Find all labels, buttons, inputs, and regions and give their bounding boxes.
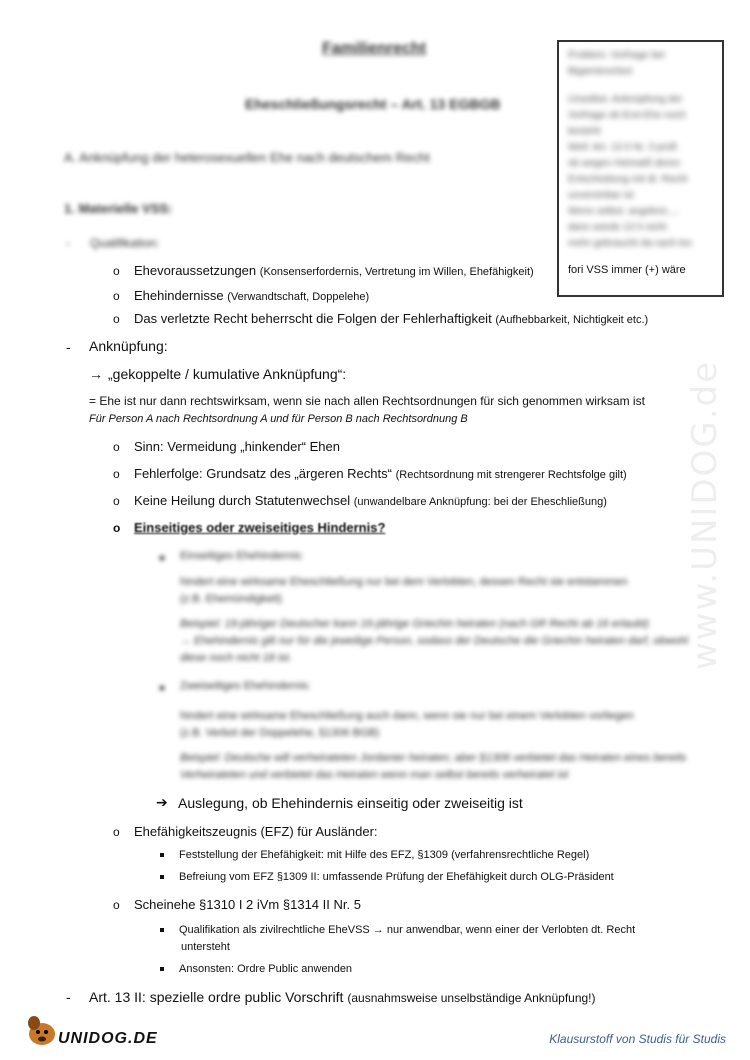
bullet-circle: o	[113, 467, 120, 481]
einseitig-text: (z.B. Ehemündigkeit)	[180, 593, 283, 605]
scheinehe-item: Qualifikation als zivilrechtliche EheVSS → nur anwendbar, wenn einer der Verlobten dt. Recht	[179, 924, 636, 936]
qualifikation-label: - Qualifikation:	[66, 236, 160, 250]
ank-item: Fehlerfolge: Grundsatz des „ärgeren Rechts“ (Rechtsordnung mit strengerer Rechtsfolge gilt)	[134, 466, 627, 481]
page-title: Familienrecht	[322, 40, 427, 57]
note-line: unvereinbar ist	[568, 190, 634, 201]
einseitig-example: → Ehehindernis gilt nur für die jeweilige Person, sodass der Deutsche die Griechin heiraten darf, obwohl	[180, 635, 689, 647]
bullet-circle: o	[113, 898, 120, 912]
note-line: Vorfrage ob Erst-Ehe noch	[568, 110, 686, 121]
dog-icon	[24, 1014, 62, 1048]
note-line: dann würde 13 II nicht	[568, 222, 667, 233]
note-line: Unselbst. Anknüpfung der	[568, 94, 683, 105]
dash-bullet: -	[66, 989, 71, 1005]
zweiseitig-example: Beispiel: Deutsche will verheirateten Jordanier heiraten; aber §1306 verbietet das Heiraten eines bereits	[180, 752, 687, 764]
note-line: Entscheidung mit dt. Recht	[568, 174, 688, 185]
zweiseitig-example: Verheirateten und verbietet das Heiraten wenn man selbst bereits verheiratet ist	[180, 769, 569, 781]
efz-item: Feststellung der Ehefähigkeit: mit Hilfe des EFZ, §1309 (verfahrensrechtliche Regel)	[179, 849, 590, 861]
page-subtitle: Eheschließungsrecht – Art. 13 EGBGB	[245, 96, 501, 112]
note-line: Weil: Art. 13 II Nr. 3 prüft	[568, 142, 677, 153]
auslegung-line: Auslegung, ob Ehehindernis einseitig oder zweiseitig ist	[178, 795, 523, 811]
einseitig-text: hindert eine wirksame Eheschließung nur bei dem Verlobten, dessen Recht sie entstammen	[180, 576, 628, 588]
arrow-right-icon: →	[89, 366, 103, 382]
ank-item: Keine Heilung durch Statutenwechsel (unwandelbare Anknüpfung: bei der Eheschließung)	[134, 493, 607, 508]
watermark: www.UNIDOG.de	[685, 359, 725, 671]
hindernis-heading: Einseitiges oder zweiseitiges Hindernis?	[134, 520, 386, 535]
efz-heading: Ehefähigkeitszeugnis (EFZ) für Ausländer:	[134, 824, 378, 839]
arrow-right-icon: ➔	[156, 794, 168, 810]
section-1-heading: 1. Materielle VSS:	[64, 201, 173, 216]
art13-line: Art. 13 II: spezielle ordre public Vorschrift (ausnahmsweise unselbständige Anknüpfung!)	[89, 989, 596, 1005]
efz-item: Befreiung vom EFZ §1309 II: umfassende Prüfung der Ehefähigkeit durch OLG-Präsident	[179, 871, 614, 883]
qual-item: Das verletzte Recht beherrscht die Folgen der Fehlerhaftigkeit (Aufhebbarkeit, Nichtigkeit etc.)	[134, 311, 649, 326]
bullet-circle: o	[113, 440, 120, 454]
note-line: besteht	[568, 126, 601, 137]
ank-item: Sinn: Vermeidung „hinkender“ Ehen	[134, 439, 340, 454]
einseitig-example: diese noch nicht 18 ist.	[180, 652, 292, 664]
einseitig-label: Einseitiges Ehehindernis:	[180, 550, 304, 562]
qual-item: Ehehindernisse (Verwandtschaft, Doppelehe)	[134, 288, 370, 303]
bullet-square	[160, 556, 164, 560]
margin-note-box	[557, 40, 724, 297]
note-line: Wenn selbst. angeknü...,	[568, 206, 678, 217]
note-line: fori VSS immer (+) wäre	[568, 264, 686, 276]
bullet-circle: o	[113, 264, 120, 278]
scheinehe-item: Ansonsten: Ordre Public anwenden	[179, 963, 353, 975]
section-a-heading: A. Anknüpfung der heterosexuellen Ehe nach deutschem Recht	[64, 150, 430, 165]
einseitig-example: Beispiel: 19-jähriger Deutscher kann 16-jährige Griechin heiraten (nach GR Recht ab 16 erlaubt)	[180, 618, 649, 630]
footer-tagline: Klausurstoff von Studis für Studis	[549, 1032, 726, 1046]
bullet-circle: o	[113, 312, 120, 326]
zweiseitig-text: hindert eine wirksame Eheschließung auch dann, wenn sie nur bei einem Verlobten vorliegen	[180, 710, 634, 722]
bullet-circle: o	[113, 289, 120, 303]
definition-line: = Ehe ist nur dann rechtswirksam, wenn sie nach allen Rechtsordnungen für sich genommen wirksam ist	[89, 394, 645, 408]
note-line: Problem: Vorfrage bei	[568, 50, 665, 61]
bullet-square	[160, 928, 164, 932]
coupled-connection-line: „gekoppelte / kumulative Anknüpfung“:	[108, 366, 347, 382]
anknuepfung-heading: Anknüpfung:	[89, 338, 168, 354]
note-line: mehr gebraucht da nach les	[568, 238, 692, 249]
note-line: Bigamieverbot	[568, 66, 632, 77]
example-line: Für Person A nach Rechtsordnung A und für Person B nach Rechtsordnung B	[89, 413, 468, 425]
zweiseitig-label: Zweiseitiges Ehehindernis:	[180, 680, 311, 692]
note-line: ob wegen Heimatß deren	[568, 158, 681, 169]
bullet-square	[160, 686, 164, 690]
bullet-circle: o	[113, 521, 121, 535]
bullet-square	[160, 967, 164, 971]
scheinehe-item: untersteht	[181, 941, 230, 953]
bullet-circle: o	[113, 825, 120, 839]
qual-item: Ehevoraussetzungen (Konsenserfordernis, Vertretung im Willen, Ehefähigkeit)	[134, 263, 534, 278]
zweiseitig-text: (z.B. Verbot der Doppelehe, §1306 BGB)	[180, 727, 380, 739]
scheinehe-heading: Scheinehe §1310 I 2 iVm §1314 II Nr. 5	[134, 897, 361, 912]
dash-bullet: -	[66, 339, 71, 355]
bullet-square	[160, 853, 164, 857]
logo-text: UNIDOG.DE	[58, 1030, 158, 1047]
bullet-circle: o	[113, 494, 120, 508]
bullet-square	[160, 875, 164, 879]
